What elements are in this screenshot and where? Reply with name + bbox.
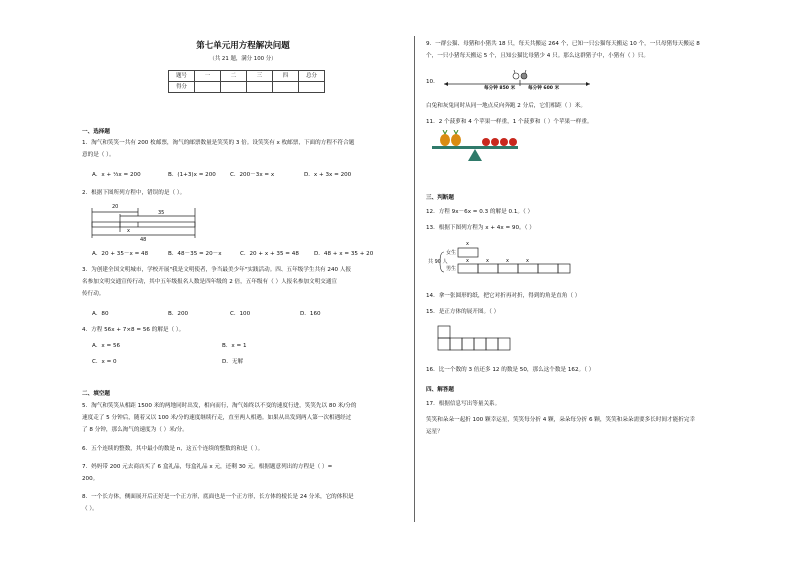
q13-x-label: x bbox=[486, 258, 489, 264]
question-17-text: 17．根据信息写出等量关系。 bbox=[426, 401, 501, 407]
q11-balance-scale bbox=[430, 130, 520, 162]
question-3-text: 3．为创建全国文明城市，学校开展"我是文明使者，争当最美少年"实践活动。四、五年级学生共有 240 人报 bbox=[82, 267, 352, 273]
score-input-cell[interactable] bbox=[273, 82, 299, 93]
q13-x-label: x bbox=[466, 241, 469, 247]
q1-option-d[interactable]: D．x + 3x = 200 bbox=[304, 172, 352, 178]
q2-label-20: 20 bbox=[112, 204, 119, 210]
question-6-text: 6．五个连续的整数，其中最小的数是 n，这五个连续的整数的和是（ ）。 bbox=[82, 446, 264, 452]
q2-option-d[interactable]: D．48 + x = 35 + 20 bbox=[314, 251, 374, 257]
q15-cube-net bbox=[436, 324, 526, 360]
question-8-text: 8．一个长方体，侧面展开后正好是一个正方形，底面也是一个正方形，长方体的棱长是 24 分米，它的体积是 bbox=[82, 494, 354, 500]
question-7-text: 7．妈妈带 200 元去商店买了 6 盒礼品，每盒礼品 x 元，还剩 30 元。根据题意列出的方程是（ ）= bbox=[82, 464, 333, 470]
question-11-text: 11．2 个菠萝和 4 个苹果一样重，1 个菠萝和（ ）个苹果一样重。 bbox=[426, 119, 593, 125]
question-17-body: 笑笑和朵朵一起折 100 颗幸运星，笑笑每分折 4 颗，朵朵每分折 6 颗，笑笑和朵朵需要多长时间才能折完幸 bbox=[426, 417, 695, 423]
question-12-text: 12．方程 9x－6x = 0.3 的解是 0.1。（ ） bbox=[426, 209, 534, 215]
question-8-text-cont: （ ）。 bbox=[82, 506, 98, 512]
section-heading: 二、填空题 bbox=[82, 391, 110, 397]
q3-option-d[interactable]: D．160 bbox=[300, 311, 321, 317]
question-4-text: 4．方程 56x + 7×8 = 56 的解是（ ）。 bbox=[82, 327, 185, 333]
question-5-text: 5．淘气和笑笑从相距 1500 米的两地同时出发，相向而行，淘气始终以不变的速度行进，笑笑先以 80 米/分的 bbox=[82, 403, 357, 409]
q13-x-label: x bbox=[506, 258, 509, 264]
question-9-text-cont: 个，一只小猪每天搬运 5 个，且知公猫比母猪少 4 只。那么这群猪子中，小猪有（ ）只。 bbox=[426, 53, 649, 59]
question-5-text-end: 了 8 分钟，那么淘气的速度为（ ）米/分。 bbox=[82, 427, 188, 433]
score-header-cell: 三 bbox=[247, 71, 273, 82]
section-heading: 三、判断题 bbox=[426, 195, 454, 201]
score-header-cell: 二 bbox=[221, 71, 247, 82]
question-3-text-cont: 名参加文明交通宣传行动，其中五年级报名人数是四年级的 2 倍，五年级有（ ）人报名参加文明交通宣 bbox=[82, 279, 338, 285]
q13-x-label: x bbox=[526, 258, 529, 264]
q1-option-c[interactable]: C．200－3x = x bbox=[230, 172, 275, 178]
score-input-cell[interactable] bbox=[195, 82, 221, 93]
score-table bbox=[168, 70, 325, 93]
q4-option-b[interactable]: B．x = 1 bbox=[222, 343, 247, 349]
column-divider bbox=[414, 36, 415, 522]
question-5-text-cont: 速度走了 5 分钟后，随着又以 100 米/分的速度继续行走，直至两人相遇。如果从出发到两人第一次相遇经过 bbox=[82, 415, 352, 421]
score-input-cell[interactable] bbox=[221, 82, 247, 93]
question-1-text-cont: 意的是（ ）。 bbox=[82, 152, 115, 158]
q4-option-d[interactable]: D．无解 bbox=[222, 359, 244, 365]
q10-right-speed: 每分钟 600 米 bbox=[528, 86, 560, 91]
page-subtitle: （共 21 题，满分 100 分） bbox=[209, 56, 277, 62]
q1-option-b[interactable]: B．(1+3)x = 200 bbox=[168, 172, 216, 178]
question-10-text: 白兔和灰兔同时从同一地点反向奔跑 2 分后，它们相距（ ）米。 bbox=[426, 103, 586, 109]
question-10-number: 10． bbox=[426, 79, 439, 85]
score-header-cell: 题号 bbox=[169, 71, 195, 82]
q13-bar-diagram bbox=[428, 238, 588, 284]
q4-option-a[interactable]: A．x = 56 bbox=[92, 343, 121, 349]
question-17-body-cont: 运星？ bbox=[426, 429, 443, 435]
q3-option-b[interactable]: B．200 bbox=[168, 311, 189, 317]
q2-option-c[interactable]: C．20 + x + 35 = 48 bbox=[240, 251, 299, 257]
question-9-text: 9．一群公猫、母猪和小猪共 18 只，每天共搬运 264 个，已知一只公猫每天搬运 10 个，一只母猪每天搬运 8 bbox=[426, 41, 700, 47]
score-input-cell[interactable] bbox=[299, 82, 325, 93]
q3-option-a[interactable]: A．80 bbox=[92, 311, 109, 317]
section-heading: 四、解答题 bbox=[426, 387, 454, 393]
score-header-cell: 一 bbox=[195, 71, 221, 82]
page-title: 第七单元用方程解决问题 bbox=[196, 41, 290, 51]
question-7-text-cont: 200。 bbox=[82, 476, 99, 482]
q13-x-label: x bbox=[466, 258, 469, 264]
score-input-cell[interactable] bbox=[247, 82, 273, 93]
q13-boys-label: 男生 bbox=[446, 266, 457, 272]
question-1-text: 1．淘气和笑笑一共有 200 枚邮票，淘气的邮票数量是笑笑的 3 倍。设笑笑有 x 枚邮票，下面的方程不符合题 bbox=[82, 140, 355, 146]
q2-option-b[interactable]: B．48－35 = 20－x bbox=[168, 251, 222, 257]
q2-label-35: 35 bbox=[158, 210, 165, 216]
question-3-text-end: 传行动。 bbox=[82, 291, 105, 297]
q13-total-label: 共 90 人 bbox=[428, 259, 448, 265]
q13-girls-label: 女生 bbox=[446, 250, 457, 256]
section-heading: 一、选择题 bbox=[82, 129, 110, 135]
q2-option-a[interactable]: A．20 + 35－x = 48 bbox=[92, 251, 149, 257]
q10-rabbit-diagram bbox=[442, 70, 592, 94]
score-row-label: 得分 bbox=[169, 82, 195, 93]
question-16-text: 16．比一个数的 3 倍还多 12 的数是 50，那么这个数是 162。（ ） bbox=[426, 367, 595, 373]
question-2-text: 2．根据下图所列方程中，错误的是（ ）。 bbox=[82, 190, 186, 196]
score-header-cell: 总分 bbox=[299, 71, 325, 82]
q10-left-speed: 每分钟 850 米 bbox=[484, 86, 516, 91]
question-14-text: 14．拿一张圆形的纸，把它对折再对折，得到的角是直角（ ） bbox=[426, 293, 581, 299]
score-header-cell: 四 bbox=[273, 71, 299, 82]
q2-label-x: x bbox=[127, 228, 130, 234]
q2-segment-diagram bbox=[90, 202, 200, 246]
q2-label-48: 48 bbox=[140, 237, 147, 243]
q3-option-c[interactable]: C．100 bbox=[230, 311, 251, 317]
question-13-text: 13．根据下图列方程为 x + 4x = 90。（ ） bbox=[426, 225, 535, 231]
q1-option-a[interactable]: A．x + ¹⁄₃x = 200 bbox=[92, 172, 141, 178]
q4-option-c[interactable]: C．x = 0 bbox=[92, 359, 117, 365]
question-15-text: 15．是正方体的展开图。（ ） bbox=[426, 309, 500, 315]
